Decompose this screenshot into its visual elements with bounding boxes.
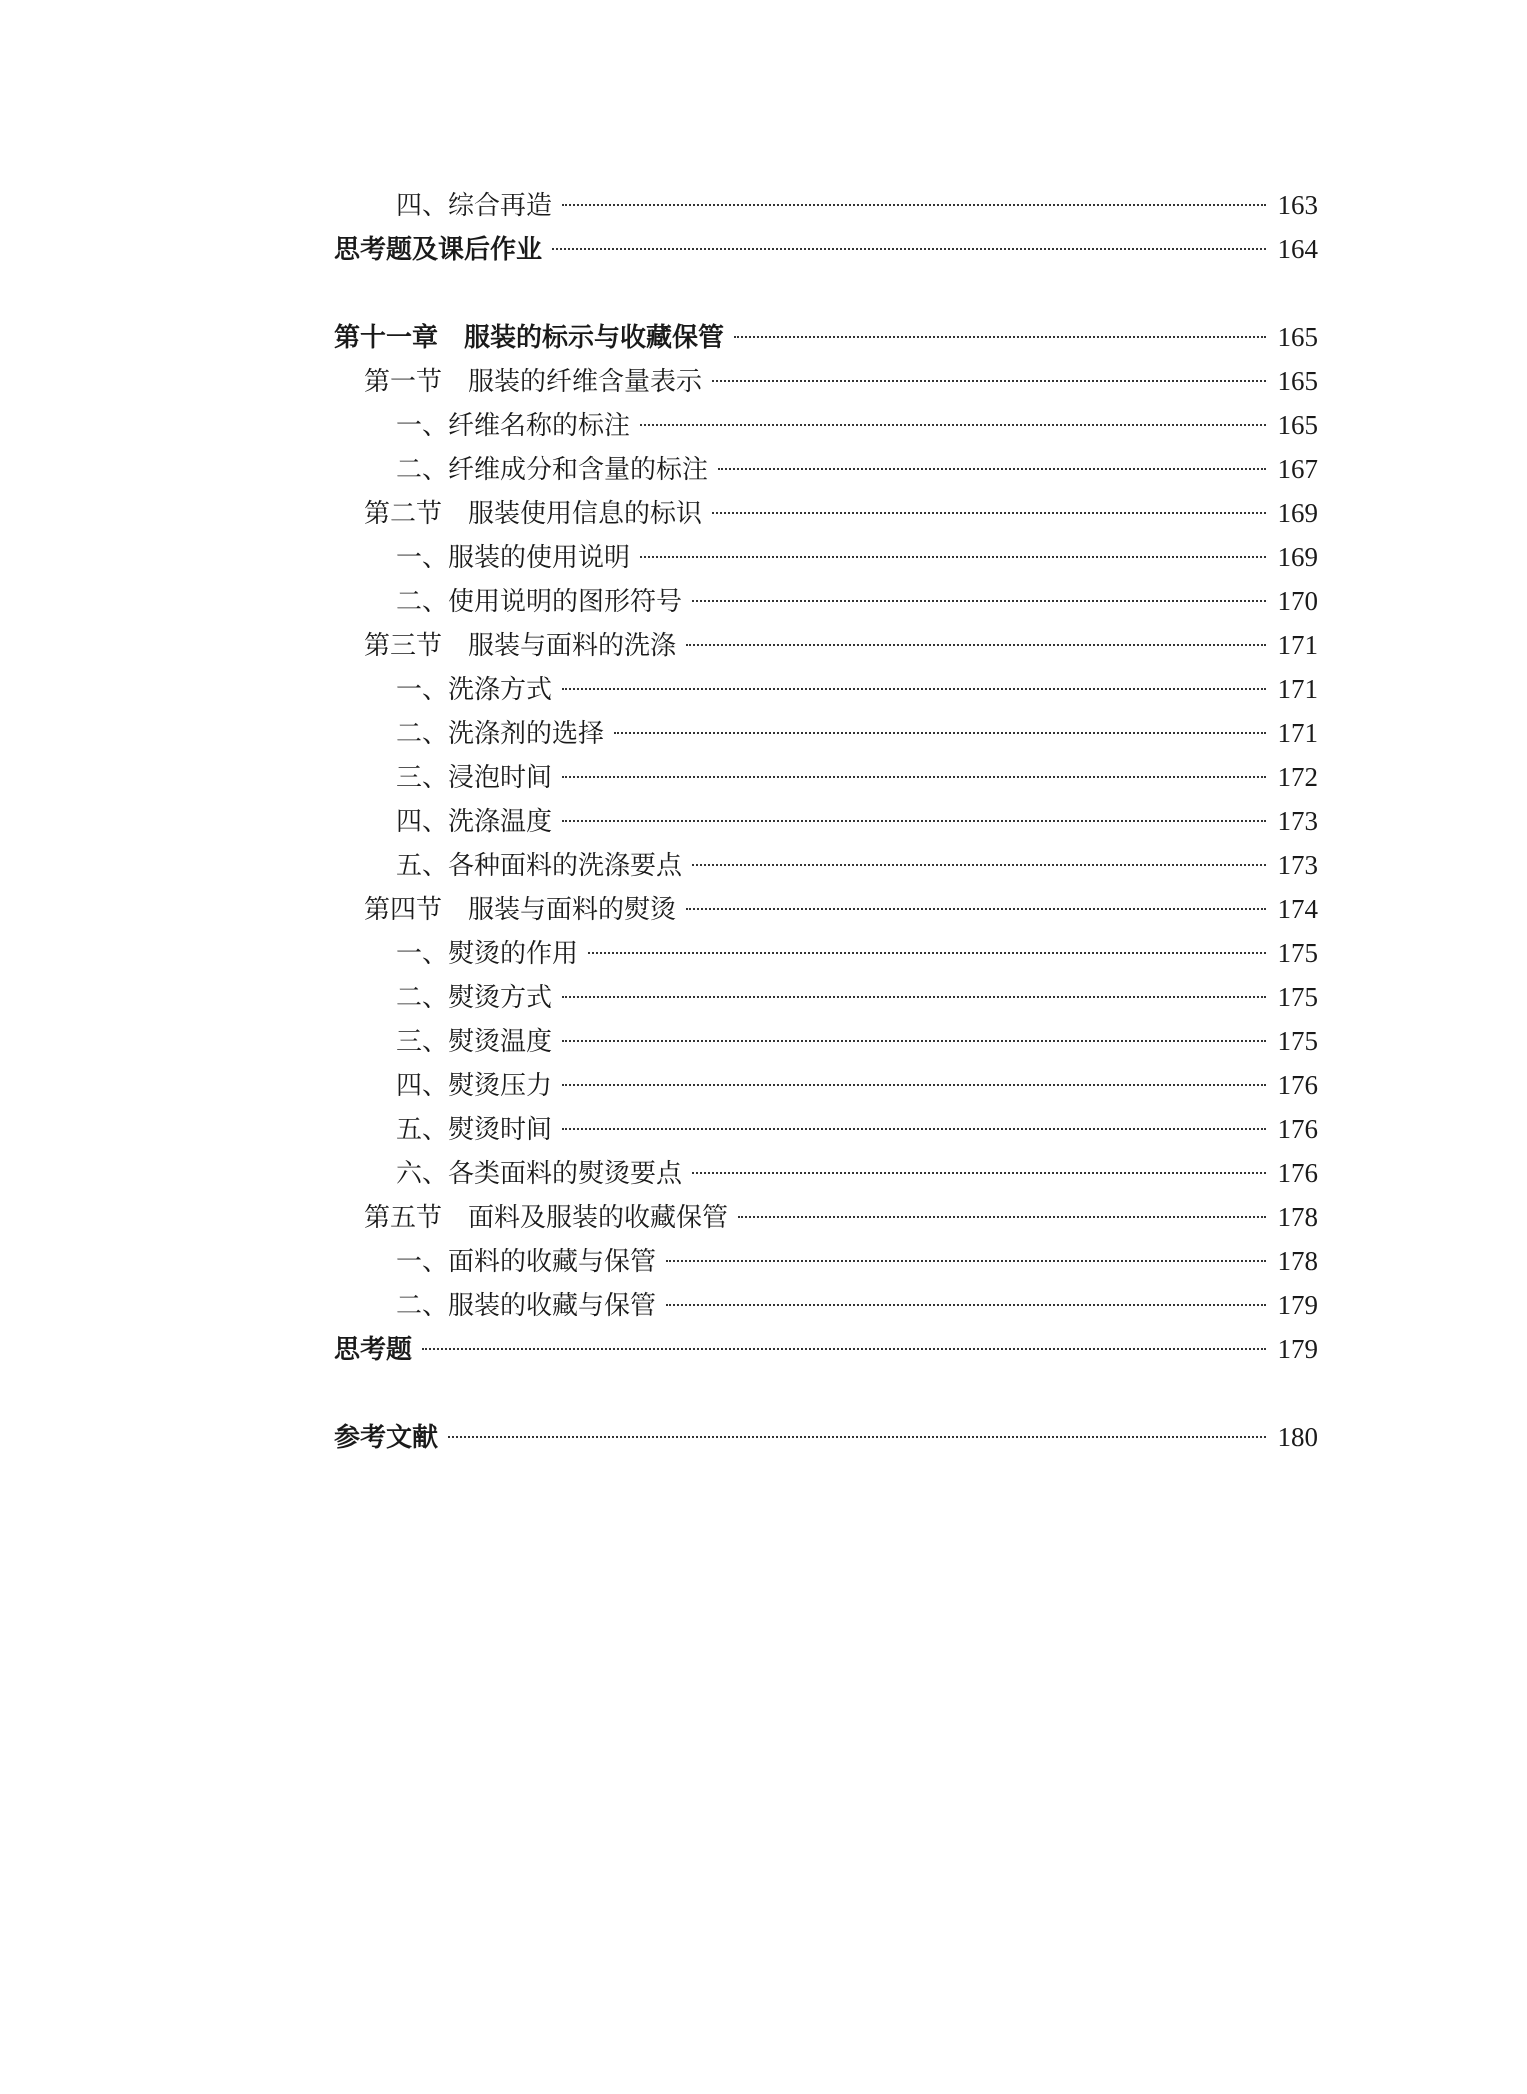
toc-entry[interactable] [334, 1327, 1318, 1371]
toc-entry-title: 一、熨烫的作用 [396, 939, 579, 969]
toc-entry[interactable] [334, 975, 1318, 1019]
toc-entry-page-number: 165 [1277, 366, 1318, 396]
toc-entry-page-number: 175 [1277, 982, 1318, 1012]
toc-entry[interactable] [334, 667, 1318, 711]
toc-entry-page-number: 173 [1277, 850, 1318, 880]
dot-leader [692, 600, 1265, 602]
toc-entry[interactable] [334, 315, 1318, 359]
dot-leader [448, 1436, 1265, 1438]
toc-entry[interactable] [334, 799, 1318, 843]
toc-entry-page-number: 180 [1277, 1422, 1318, 1452]
toc-entry-page-number: 165 [1277, 322, 1318, 352]
toc-entry-title: 一、面料的收藏与保管 [396, 1247, 657, 1277]
dot-leader [614, 732, 1265, 734]
dot-leader [686, 908, 1265, 910]
toc-entry-page-number: 167 [1277, 454, 1318, 484]
dot-leader [588, 952, 1265, 954]
toc-entry-page-number: 170 [1277, 586, 1318, 616]
toc-entry-title: 五、熨烫时间 [396, 1115, 553, 1145]
toc-entry-page-number: 171 [1277, 674, 1318, 704]
toc-entry[interactable] [334, 403, 1318, 447]
toc-entry-title: 二、使用说明的图形符号 [396, 587, 683, 617]
toc-entry[interactable] [334, 183, 1318, 227]
toc-entry-page-number: 174 [1277, 894, 1318, 924]
toc-entry-page-number: 169 [1277, 542, 1318, 572]
toc-entry-title: 三、浸泡时间 [396, 763, 553, 793]
toc-entry[interactable] [334, 535, 1318, 579]
toc-entry-page-number: 172 [1277, 762, 1318, 792]
toc-entry[interactable] [334, 1239, 1318, 1283]
dot-leader [562, 688, 1265, 690]
toc-entry-title: 第五节 面料及服装的收藏保管 [364, 1203, 729, 1233]
dot-leader [562, 776, 1265, 778]
toc-entry-title: 思考题及课后作业 [334, 235, 543, 265]
toc-entry-title: 第十一章 服装的标示与收藏保管 [334, 323, 725, 353]
toc-entry-title: 二、服装的收藏与保管 [396, 1291, 657, 1321]
dot-leader [692, 1172, 1265, 1174]
toc-entry-page-number: 169 [1277, 498, 1318, 528]
toc-entry-title: 一、纤维名称的标注 [396, 411, 631, 441]
toc-entry-page-number: 165 [1277, 410, 1318, 440]
toc-entry[interactable] [334, 623, 1318, 667]
dot-leader [666, 1304, 1265, 1306]
toc-entry-page-number: 164 [1277, 234, 1318, 264]
toc-entry-page-number: 178 [1277, 1202, 1318, 1232]
toc-entry[interactable] [334, 1151, 1318, 1195]
toc-entry-title: 五、各种面料的洗涤要点 [396, 851, 683, 881]
toc-entry[interactable] [334, 1283, 1318, 1327]
dot-leader [666, 1260, 1265, 1262]
toc-entry-page-number: 176 [1277, 1070, 1318, 1100]
toc-entry-title: 四、洗涤温度 [396, 807, 553, 837]
dot-leader [734, 336, 1265, 338]
dot-leader [562, 1084, 1265, 1086]
toc-entry-title: 参考文献 [334, 1423, 439, 1453]
dot-leader [562, 1128, 1265, 1130]
toc-entry-title: 一、洗涤方式 [396, 675, 553, 705]
toc-entry[interactable] [334, 1107, 1318, 1151]
toc-entry-page-number: 179 [1277, 1334, 1318, 1364]
toc-entry-title: 第四节 服装与面料的熨烫 [364, 895, 677, 925]
dot-leader [640, 556, 1265, 558]
toc-entry-title: 二、洗涤剂的选择 [396, 719, 605, 749]
toc-entry[interactable] [334, 931, 1318, 975]
toc-entry-title: 第一节 服装的纤维含量表示 [364, 367, 703, 397]
toc-entry-title: 四、熨烫压力 [396, 1071, 553, 1101]
toc-entry-title: 二、纤维成分和含量的标注 [396, 455, 709, 485]
toc-entry[interactable] [334, 579, 1318, 623]
toc-entry[interactable] [334, 843, 1318, 887]
toc-entry[interactable] [334, 755, 1318, 799]
toc-entry[interactable] [334, 227, 1318, 271]
toc-entry[interactable] [334, 447, 1318, 491]
toc-entry-title: 六、各类面料的熨烫要点 [396, 1159, 683, 1189]
toc-entry-page-number: 171 [1277, 630, 1318, 660]
toc-entry-page-number: 171 [1277, 718, 1318, 748]
dot-leader [686, 644, 1265, 646]
dot-leader [422, 1348, 1265, 1350]
toc-entry-title: 第三节 服装与面料的洗涤 [364, 631, 677, 661]
toc-entry-title: 四、综合再造 [396, 191, 553, 221]
dot-leader [640, 424, 1265, 426]
toc-entry-title: 一、服装的使用说明 [396, 543, 631, 573]
toc-entry-page-number: 179 [1277, 1290, 1318, 1320]
toc-entry[interactable] [334, 1415, 1318, 1459]
dot-leader [552, 248, 1265, 250]
dot-leader [738, 1216, 1265, 1218]
dot-leader [562, 996, 1265, 998]
table-of-contents [334, 183, 1318, 1459]
dot-leader [712, 380, 1265, 382]
toc-entry-title: 三、熨烫温度 [396, 1027, 553, 1057]
toc-entry-title: 第二节 服装使用信息的标识 [364, 499, 703, 529]
dot-leader [562, 820, 1265, 822]
toc-entry-title: 二、熨烫方式 [396, 983, 553, 1013]
toc-entry-page-number: 176 [1277, 1114, 1318, 1144]
toc-entry-page-number: 163 [1277, 190, 1318, 220]
toc-entry-title: 思考题 [334, 1335, 413, 1365]
toc-entry[interactable] [334, 1063, 1318, 1107]
dot-leader [692, 864, 1265, 866]
toc-entry-page-number: 178 [1277, 1246, 1318, 1276]
toc-entry-page-number: 173 [1277, 806, 1318, 836]
dot-leader [712, 512, 1265, 514]
dot-leader [562, 1040, 1265, 1042]
toc-entry[interactable] [334, 491, 1318, 535]
toc-entry[interactable] [334, 1195, 1318, 1239]
toc-entry-page-number: 175 [1277, 1026, 1318, 1056]
toc-entry[interactable] [334, 359, 1318, 403]
dot-leader [562, 204, 1265, 206]
dot-leader [718, 468, 1265, 470]
toc-entry[interactable] [334, 1019, 1318, 1063]
toc-entry-page-number: 176 [1277, 1158, 1318, 1188]
toc-entry-page-number: 175 [1277, 938, 1318, 968]
toc-entry[interactable] [334, 711, 1318, 755]
toc-entry[interactable] [334, 887, 1318, 931]
